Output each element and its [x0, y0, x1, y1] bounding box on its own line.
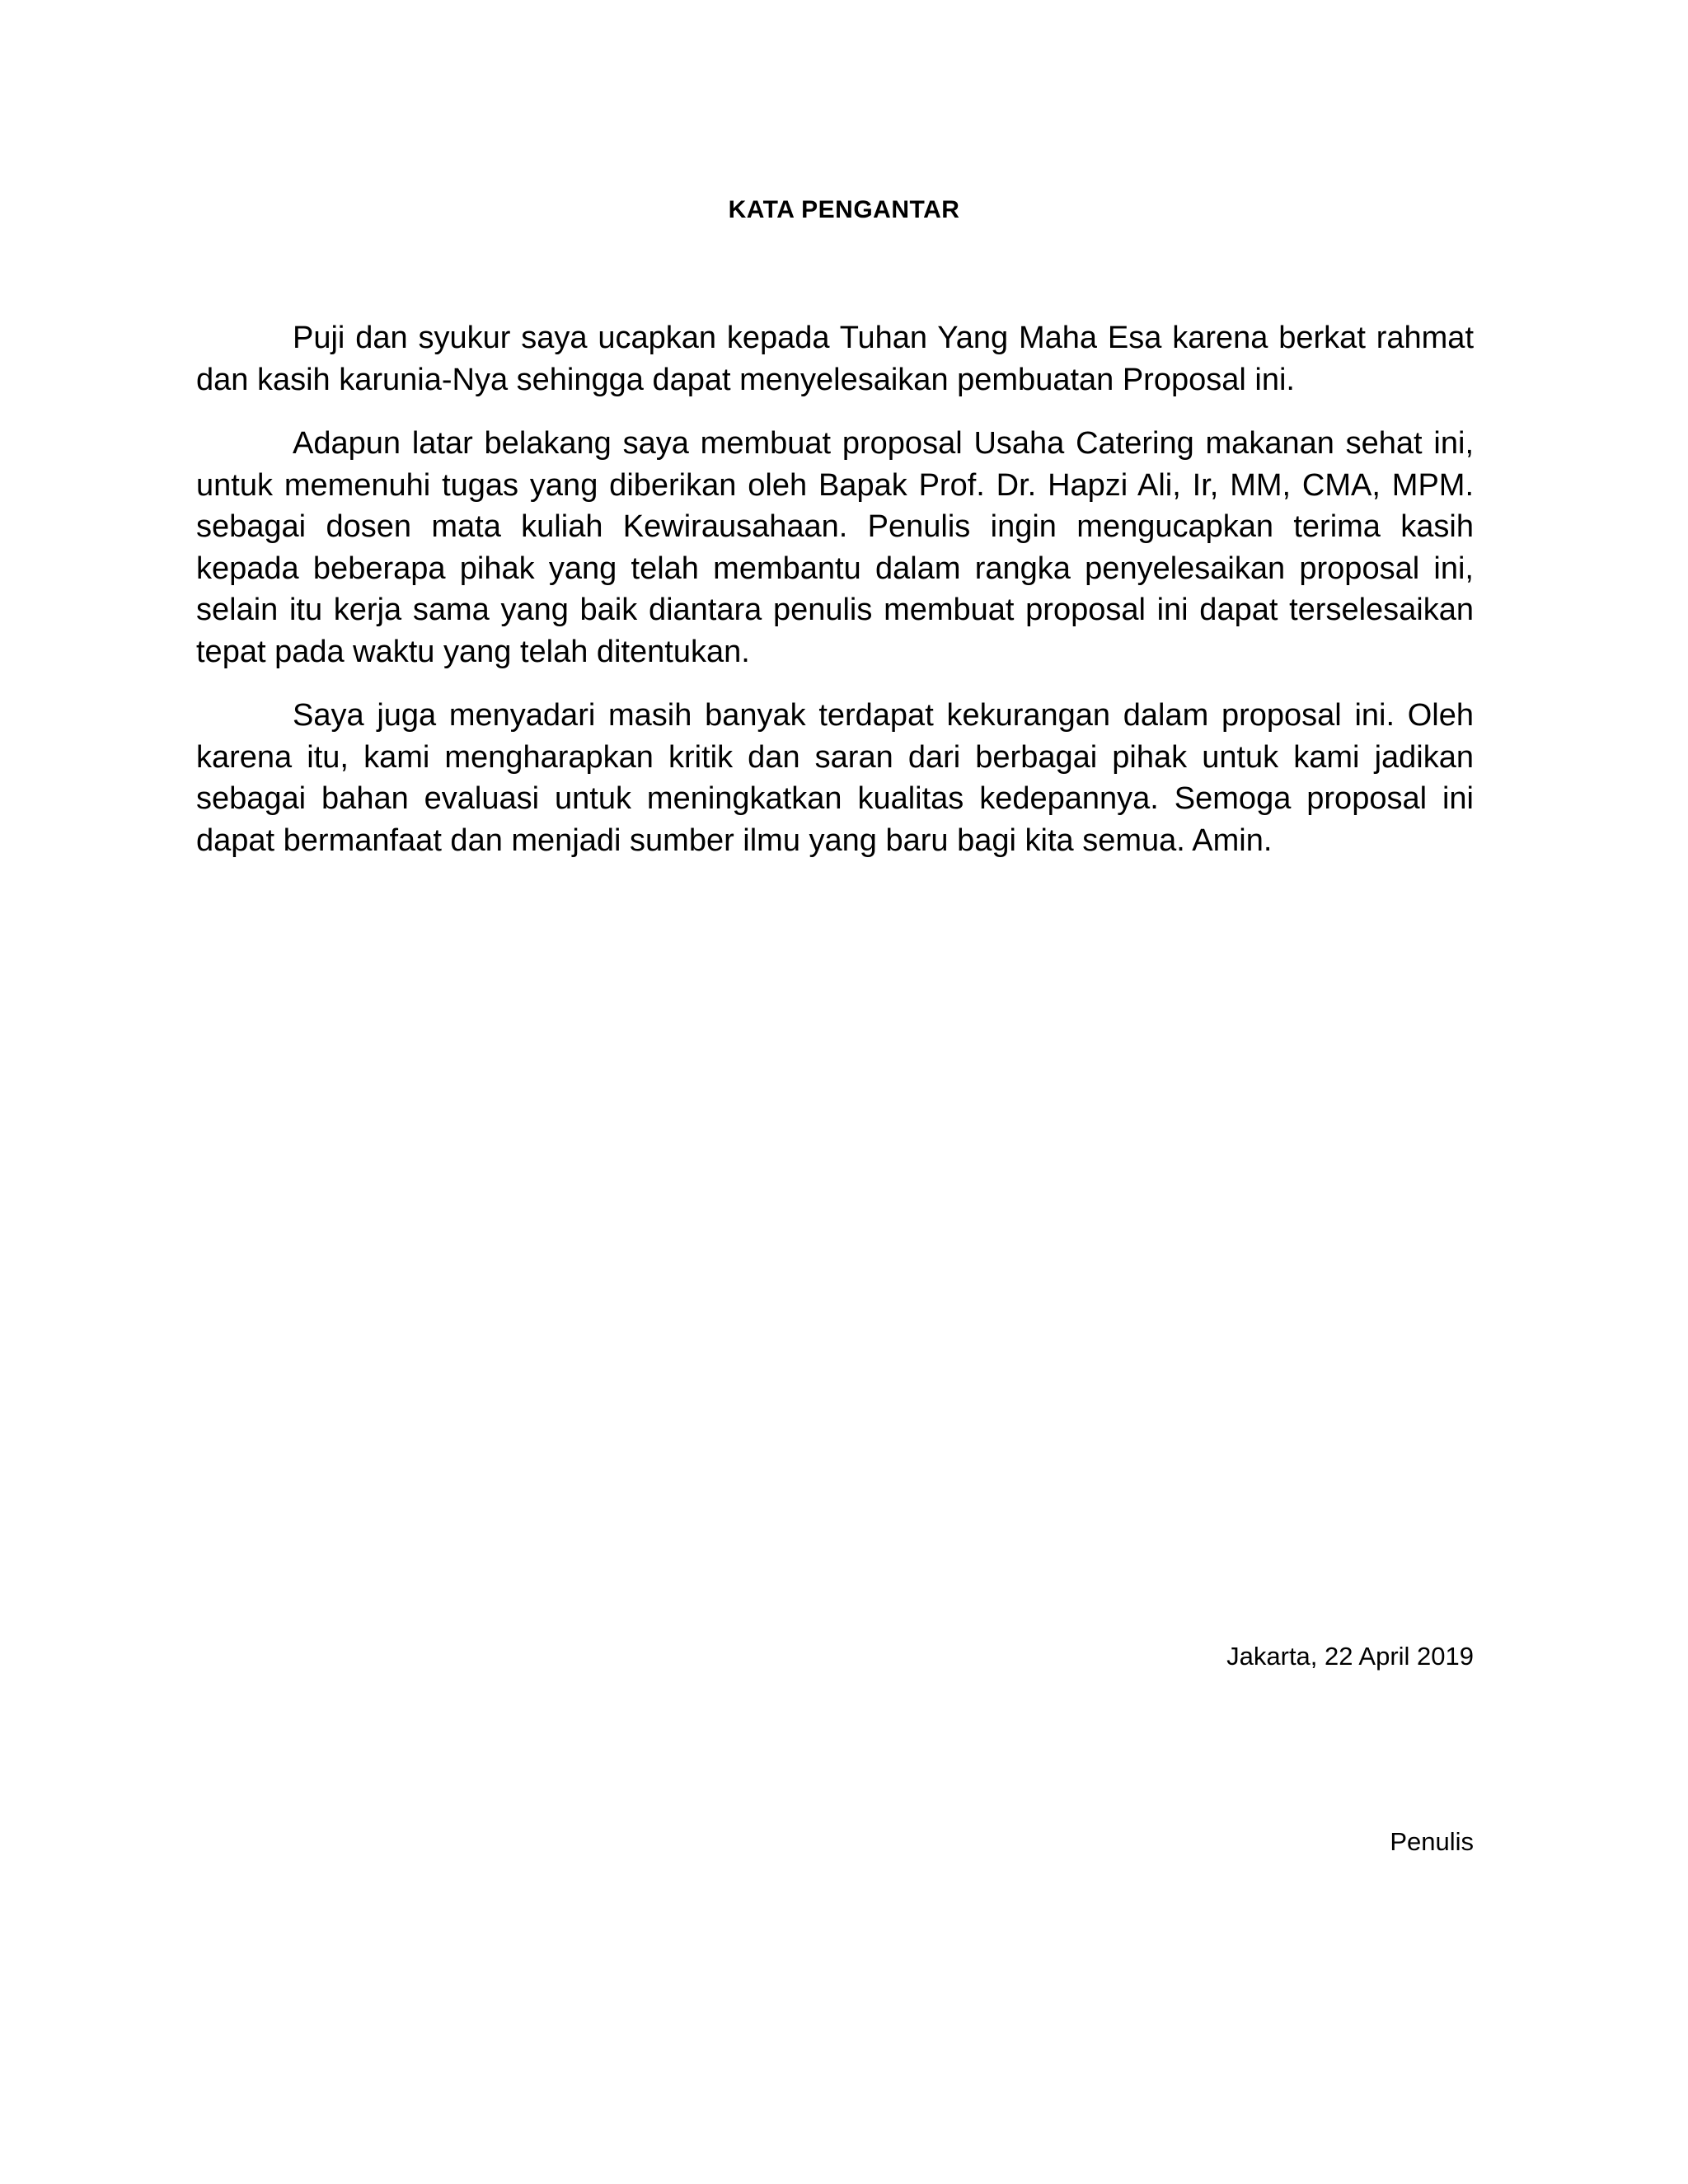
place-date: Jakarta, 22 April 2019: [1226, 1642, 1474, 1671]
paragraph-2: Adapun latar belakang saya membuat proposal Usaha Catering makanan sehat ini, untuk memenuhi tugas yang diberikan oleh Bapak Prof. Dr. Hapzi Ali, Ir, MM, CMA, MPM. sebagai dosen mata kuliah Kewirausahaan. Penulis ingin mengucapkan terima kasih kepada beberapa pihak yang telah membantu dalam rangka penyelesaikan proposal ini, selain itu kerja sama yang baik diantara penulis membuat proposal ini dapat terselesaikan tepat pada waktu yang telah ditentukan.: [196, 426, 1474, 669]
document-body: [196, 317, 1474, 883]
paragraph-3: Saya juga menyadari masih banyak terdapat kekurangan dalam proposal ini. Oleh karena itu, kami mengharapkan kritik dan saran dari berbagai pihak untuk kami jadikan sebagai bahan evaluasi untuk meningkatkan kualitas kedepannya. Semoga proposal ini dapat bermanfaat dan menjadi sumber ilmu yang baru bagi kita semua. Amin.: [196, 698, 1474, 858]
page-title: KATA PENGANTAR: [728, 196, 960, 223]
signature-name: Penulis: [1390, 1827, 1474, 1856]
paragraph-1: Puji dan syukur saya ucapkan kepada Tuhan Yang Maha Esa karena berkat rahmat dan kasih karunia-Nya sehingga dapat menyelesaikan pembuatan Proposal ini.: [196, 321, 1474, 397]
